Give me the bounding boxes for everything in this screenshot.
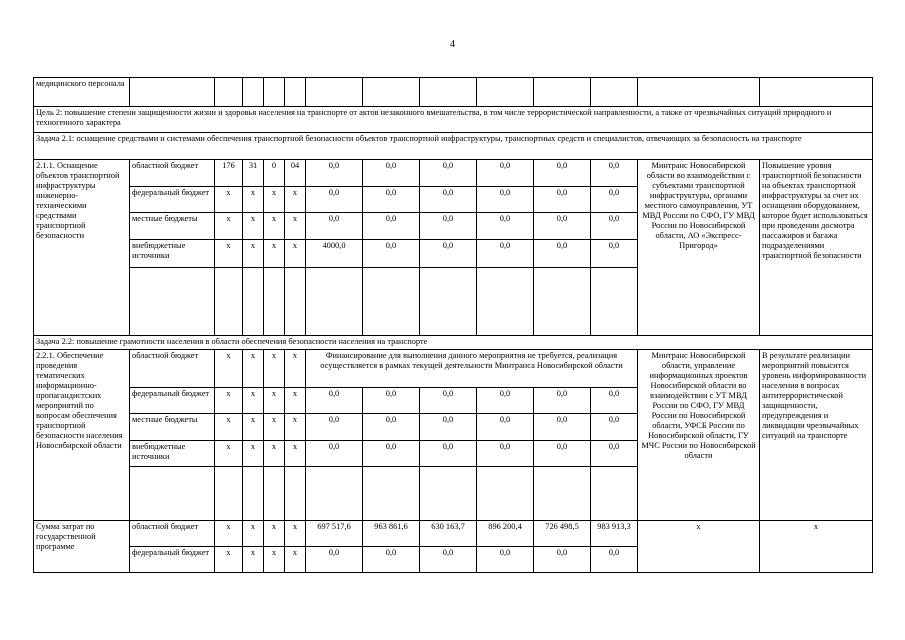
- measure-2-1-1-result: Повышение уровня транспортной безопасности на объектах транспортной инфраструктуры за счет их оснащения оборудованием, которое будет использоваться при проведении досмотра пассажиров и багажа подразделениями транспортной безопасности: [760, 160, 873, 336]
- measure-2-2-1-name: 2.2.1. Обеспечение проведения тематических информационно-пропагандистских мероприятий по вопросам обеспечения транспортной безопасности населения Новосибирской области: [34, 350, 130, 521]
- table-row: местные бюджеты x x x x 0,0 0,0 0,0 0,0 0,0 0,0: [34, 213, 873, 240]
- table-row: федеральный бюджет x x x x 0,0 0,0 0,0 0,0 0,0 0,0: [34, 187, 873, 213]
- table-row: внебюджетные источники x x x x 4000,0 0,0 0,0 0,0 0,0 0,0: [34, 240, 873, 268]
- measure-2-2-1-result: В результате реализации мероприятий повысится уровень информированности населения в вопросах антитеррористической защищенности, предупреждения и ликвидации чрезвычайных ситуаций на транспорте: [760, 350, 873, 521]
- table-row: местные бюджеты x x x x 0,0 0,0 0,0 0,0 0,0 0,0: [34, 414, 873, 441]
- measure-2-1-1-name: 2.1.1. Оснащение объектов транспортной инфраструктуры инженерно-техническими средствами транспортной безопасности: [34, 160, 130, 336]
- table-row: федеральный бюджет x x x x 0,0 0,0 0,0 0,0 0,0 0,0: [34, 388, 873, 414]
- total-result: x: [760, 521, 873, 573]
- total-executor: x: [638, 521, 760, 573]
- funding-note: Финансирование для выполнения данного мероприятия не требуется, реализация осуществляется в рамках текущей деятельности Минтранса Новосибирской области: [306, 350, 638, 388]
- program-table: [33, 77, 873, 573]
- table-row: [34, 78, 873, 107]
- table-row: 2.1.1. Оснащение объектов транспортной инфраструктуры инженерно-техническими средствами транспортной безопасности областной бюджет 176 31 0 04 0,0 0,0 0,0 0,0 0,0 0,0 Минтранс Новосибирской области во взаимодействии с субъектами транспортной инфраструктуры, органами местного самоуправления, УТ МВД России по СФО, ГУ МВД России по Новосибирской области, АО «Экспресс-Пригород» Повышение уровня транспортной безопасности на объектах транспортной инфраструктуры за счет их оснащения оборудованием, которое будет использоваться при проведении досмотра пассажиров и багажа подразделениями транспортной безопасности: [34, 160, 873, 187]
- table-body: [34, 78, 873, 573]
- table-row: Сумма затрат по государственной программе областной бюджет x x x x 697 517,6 963 861,6 630 163,7 896 200,4 726 498,5 983 913,3 x x: [34, 521, 873, 547]
- table-row: 2.2.1. Обеспечение проведения тематических информационно-пропагандистских мероприятий по вопросам обеспечения транспортной безопасности населения Новосибирской области областной бюджет x x x x Финансирование для выполнения данного мероприятия не требуется, реализация осуществляется в рамках текущей деятельности Минтранса Новосибирской области Минтранс Новосибирской области, управление информационных проектов Новосибирской области во взаимодействии с УТ МВД России по СФО, ГУ МВД России по Новосибирской области, УФСБ России по Новосибирской области, ГУ МЧС России по Новосибирской области В результате реализации мероприятий повысится уровень информированности населения в вопросах антитеррористической защищенности, предупреждения и ликвидации чрезвычайных ситуаций на транспорте: [34, 350, 873, 388]
- task-2-2-text: Задача 2.2: повышение грамотности населения в области обеспечения безопасности населения на транспорте: [34, 336, 873, 350]
- goal-row: [34, 107, 873, 133]
- measure-2-2-1-executor: Минтранс Новосибирской области, управление информационных проектов Новосибирской области во взаимодействии с УТ МВД России по СФО, ГУ МВД России по Новосибирской области, УФСБ России по Новосибирской области, ГУ МЧС России по Новосибирской области: [638, 350, 760, 521]
- page-number: 4: [450, 39, 455, 50]
- task-2-1-text: Задача 2.1: оснащение средствами и системами обеспечения транспортной безопасности объектов транспортной инфраструктуры, транспортных средств и специалистов, отвечающих за безопасность на транспорте: [34, 133, 873, 160]
- table-row: федеральный бюджет x x x x 0,0 0,0 0,0 0,0 0,0 0,0: [34, 547, 873, 573]
- goal-2-text: Цель 2: повышение степени защищенности жизни и здоровья населения на транспорте от актов незаконного вмешательства, в том числе террористической направленности, а также от чрезвычайных ситуаций природного и техногенного характера: [34, 107, 873, 133]
- task-row: [34, 133, 873, 160]
- table-row: внебюджетные источники x x x x 0,0 0,0 0,0 0,0 0,0 0,0: [34, 441, 873, 467]
- total-name: Сумма затрат по государственной программе: [34, 521, 130, 573]
- continuation-cell: медицинского персонала: [34, 78, 130, 107]
- measure-2-1-1-executor: Минтранс Новосибирской области во взаимодействии с субъектами транспортной инфраструктуры, органами местного самоуправления, УТ МВД России по СФО, ГУ МВД России по Новосибирской области, АО «Экспресс-Пригород»: [638, 160, 760, 336]
- task-row: [34, 336, 873, 350]
